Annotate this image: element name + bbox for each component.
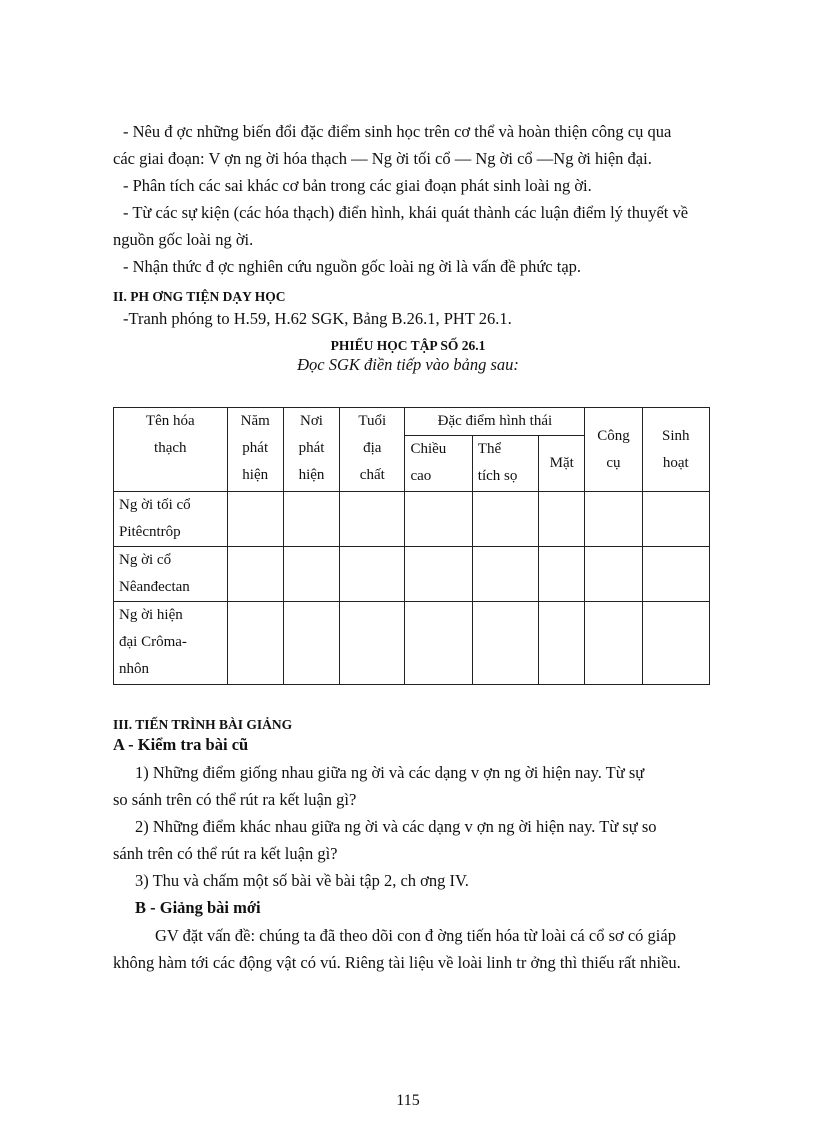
header-fossil-name xyxy=(114,408,228,492)
objective-3: - Từ các sự kiện (các hóa thạch) điển hình, khái quát thành các luận điểm lý thuyết về xyxy=(123,203,689,222)
header-text: thạch xyxy=(154,440,187,456)
row-label-text: Ng ời tối cổ xyxy=(119,497,191,513)
lesson-intro: GV đặt vấn đề: chúng ta đã theo dõi con đ ờng tiến hóa từ loài cá cổ sơ có giáp xyxy=(155,926,676,945)
header-text: hoạt xyxy=(662,454,689,471)
header-text: chất xyxy=(359,467,385,483)
header-text: tích sọ xyxy=(477,468,518,484)
header-text: cụ xyxy=(606,454,621,471)
row-label-text: Pitêcntrôp xyxy=(119,524,181,540)
header-text: Năm xyxy=(240,413,270,429)
part-b-heading: B - Giảng bài mới xyxy=(135,898,261,917)
row-label-cro-magnon xyxy=(114,602,228,685)
header-text: địa xyxy=(363,440,382,456)
objective-1-cont: các giai đoạn: V ợn ng ời hóa thạch — Ng ời tối cổ — Ng ời cổ —Ng ời hiện đại. xyxy=(113,149,652,168)
header-geologic-age xyxy=(340,408,405,492)
empty-cell[interactable] xyxy=(340,547,405,602)
empty-cell[interactable] xyxy=(227,547,283,602)
empty-cell[interactable] xyxy=(340,602,405,685)
header-text: cao xyxy=(410,468,432,484)
header-tools xyxy=(585,408,642,492)
question-1-cont: so sánh trên có thể rút ra kết luận gì? xyxy=(113,790,357,809)
header-height xyxy=(405,436,472,492)
objective-3-cont: nguồn gốc loài ng ời. xyxy=(113,230,254,249)
objective-1: - Nêu đ ợc những biến đổi đặc điểm sinh học trên cơ thể và hoàn thiện công cụ qua xyxy=(123,122,672,141)
header-lifestyle xyxy=(642,408,709,492)
question-2-cont: sánh trên có thể rút ra kết luận gì? xyxy=(113,844,338,863)
row-label-homo-erectus xyxy=(114,492,228,547)
table-row xyxy=(114,547,710,602)
header-morphology: Đặc điểm hình thái xyxy=(405,408,585,436)
empty-cell[interactable] xyxy=(283,547,339,602)
header-text: Thể xyxy=(477,441,502,457)
objective-2: - Phân tích các sai khác cơ bản trong các giai đoạn phát sinh loài ng ời. xyxy=(123,176,592,195)
worksheet-subtitle: Đọc SGK điền tiếp vào bảng sau: xyxy=(297,355,519,374)
section-3-heading: III. TIẾN TRÌNH BÀI GIẢNG xyxy=(113,717,293,732)
empty-cell[interactable] xyxy=(539,602,585,685)
header-text: hiện xyxy=(298,467,325,483)
worksheet-title: PHIẾU HỌC TẬP SỐ 26.1 xyxy=(330,338,486,353)
header-text: Tên hóa xyxy=(145,413,195,429)
header-text: phát xyxy=(242,440,269,456)
header-face: Mặt xyxy=(539,436,585,492)
row-label-text: nhôn xyxy=(119,661,149,677)
row-label-text: Ng ời hiện xyxy=(119,607,183,623)
worksheet-table xyxy=(113,407,710,685)
empty-cell[interactable] xyxy=(539,492,585,547)
empty-cell[interactable] xyxy=(585,602,642,685)
part-a-heading: A - Kiểm tra bài cũ xyxy=(113,735,249,754)
lesson-intro-cont: không hàm tới các động vật có vú. Riêng tài liệu về loài linh tr ởng thì thiếu rất nhiều. xyxy=(113,953,681,972)
table-row xyxy=(114,602,710,685)
empty-cell[interactable] xyxy=(642,492,709,547)
objective-4: - Nhận thức đ ợc nghiên cứu nguồn gốc loài ng ời là vấn đề phức tạp. xyxy=(123,257,582,276)
empty-cell[interactable] xyxy=(405,547,472,602)
header-skull-volume xyxy=(472,436,538,492)
empty-cell[interactable] xyxy=(405,602,472,685)
empty-cell[interactable] xyxy=(405,492,472,547)
question-2: 2) Những điểm khác nhau giữa ng ời và các dạng v ợn ng ời hiện nay. Từ sự so xyxy=(135,817,657,836)
row-label-text: đại Crôma- xyxy=(119,634,187,650)
empty-cell[interactable] xyxy=(642,547,709,602)
empty-cell[interactable] xyxy=(539,547,585,602)
empty-cell[interactable] xyxy=(227,492,283,547)
header-text: Nơi xyxy=(300,413,323,429)
empty-cell[interactable] xyxy=(283,492,339,547)
empty-cell[interactable] xyxy=(472,547,538,602)
empty-cell[interactable] xyxy=(472,492,538,547)
question-1: 1) Những điểm giống nhau giữa ng ời và các dạng v ợn ng ời hiện nay. Từ sự xyxy=(135,763,645,782)
empty-cell[interactable] xyxy=(283,602,339,685)
header-place-found xyxy=(283,408,339,492)
section-2-heading: II. PH ƠNG TIỆN DẠY HỌC xyxy=(113,289,286,304)
table-row xyxy=(114,492,710,547)
empty-cell[interactable] xyxy=(227,602,283,685)
empty-cell[interactable] xyxy=(585,492,642,547)
header-text: phát xyxy=(298,440,325,456)
row-label-text: Nêanđectan xyxy=(119,579,190,595)
header-text: Chiều xyxy=(410,441,447,457)
page-number: 115 xyxy=(396,1092,420,1109)
question-3: 3) Thu và chấm một số bài về bài tập 2, ch ơng IV. xyxy=(135,871,469,890)
header-year-found xyxy=(227,408,283,492)
empty-cell[interactable] xyxy=(340,492,405,547)
empty-cell[interactable] xyxy=(642,602,709,685)
header-text: Sinh xyxy=(662,427,690,444)
row-label-text: Ng ời cổ xyxy=(119,552,172,568)
section-2-materials: -Tranh phóng to H.59, H.62 SGK, Bảng B.26.1, PHT 26.1. xyxy=(123,309,512,328)
empty-cell[interactable] xyxy=(585,547,642,602)
header-text: Công xyxy=(597,427,630,444)
header-text: hiện xyxy=(242,467,269,483)
header-text: Tuổi xyxy=(358,413,387,429)
empty-cell[interactable] xyxy=(472,602,538,685)
row-label-neanderthal xyxy=(114,547,228,602)
